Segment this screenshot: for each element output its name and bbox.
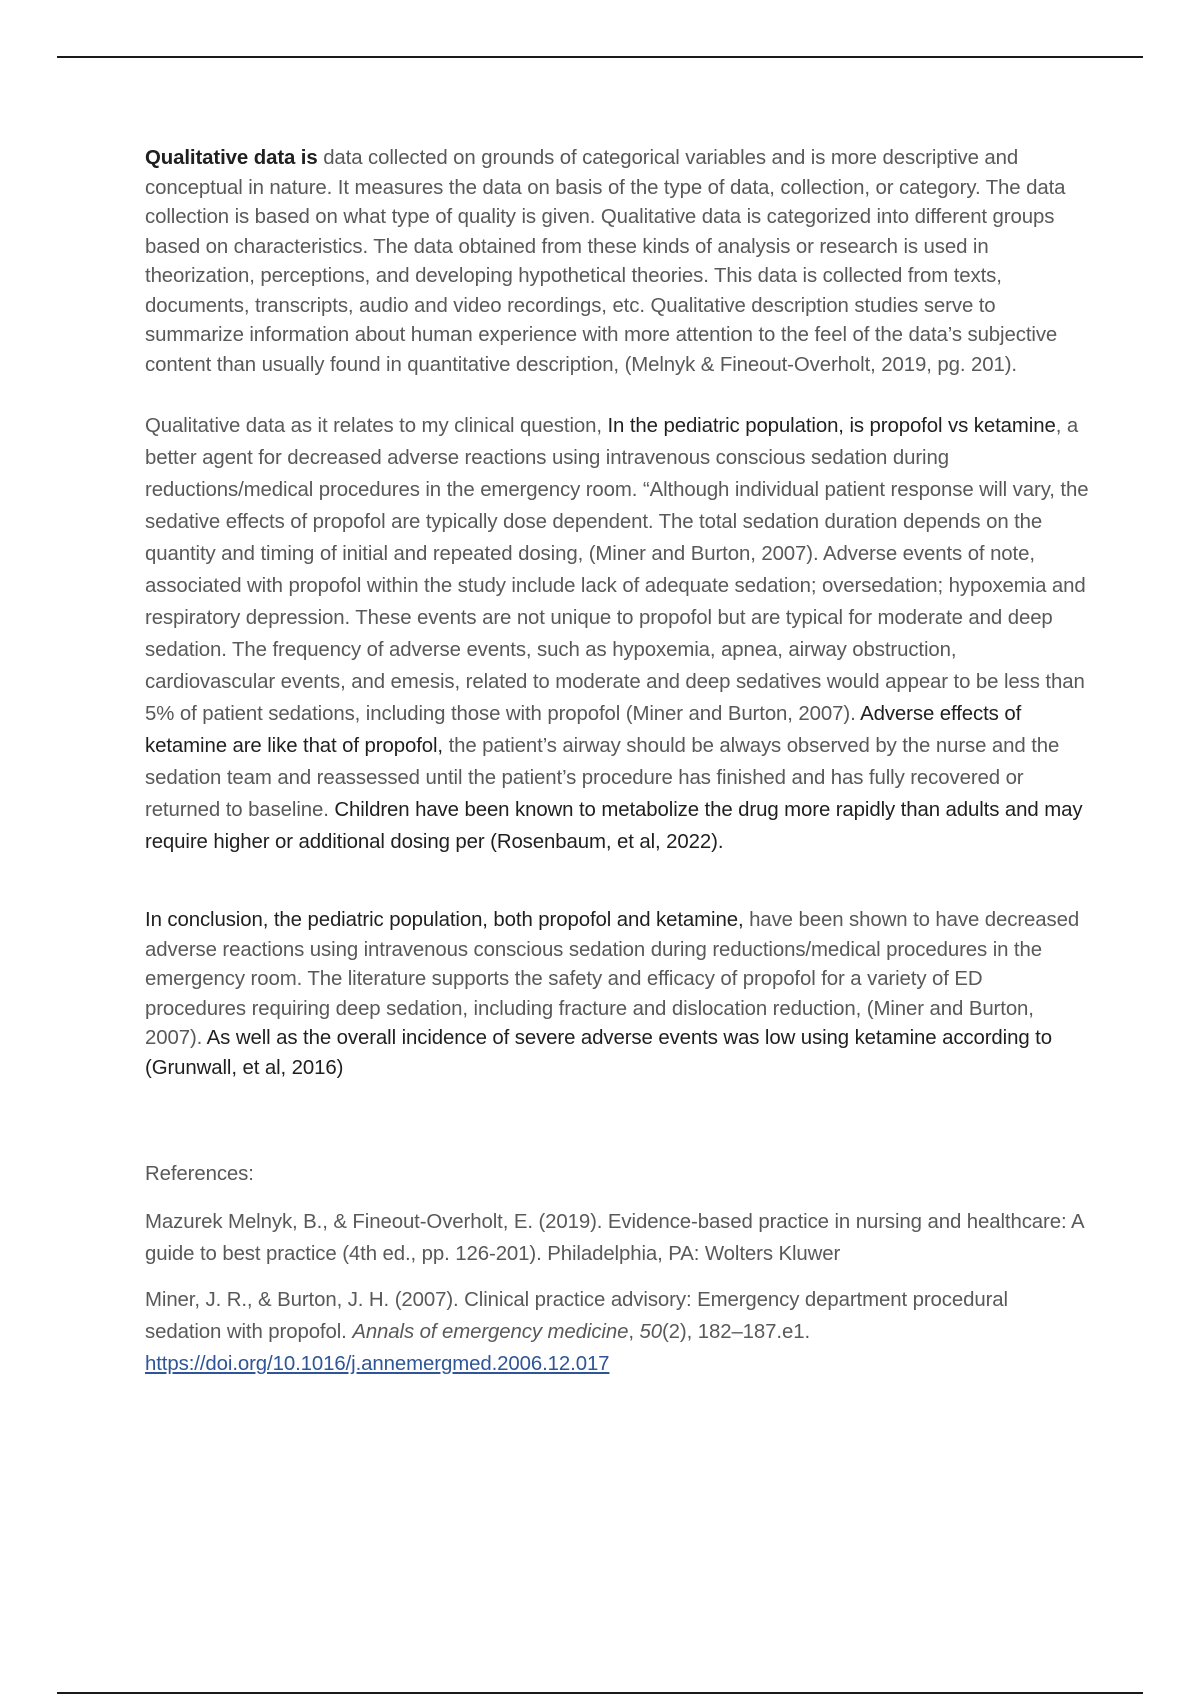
paragraph-clinical-question (145, 410, 1089, 858)
journal-pages: (2), 182–187.e1. (661, 1321, 811, 1343)
conclusion-lead: In conclusion, the pediatric population, both propofol and ketamine, (145, 909, 744, 931)
qualitative-data-term: Qualitative data is (145, 147, 318, 169)
paragraph2-body: , a better agent for decreased adverse reactions using intravenous conscious sedation during reductions/medical procedures in the emergency room. “Although individual patient response will vary, the sedative effects of propofol are typically dose dependent. The total sedation duration depends on the quantity and timing of initial and repeated dosing, (Miner and Burton, 2007). Adverse events of note, associated with propofol within the study include lack of adequate sedation; oversedation; hypoxemia and respiratory depression. These events are not unique to propofol but are typical for moderate and deep sedation. The frequency of adverse events, such as hypoxemia, apnea, airway obstruction, cardiovascular events, and emesis, related to moderate and deep sedatives would appear to be less than 5% of patient sedations, including those with propofol (Miner and Burton, 2007). (145, 415, 1089, 725)
conclusion-text: have been shown to have decreased adverse reactions using intravenous conscious sedation during reductions/medical procedures in the emergency room. The literature supports the safety and efficacy of propofol for a variety of ED procedures requiring deep sedation, including fracture and dislocation reduction, (Miner and Burton, 2007). (145, 909, 1080, 1049)
paragraph2-intro: Qualitative data as it relates to my clinical question, (145, 415, 608, 437)
journal-volume: 50 (639, 1321, 662, 1343)
footer-rule (57, 1692, 1143, 1694)
children-dosing-text: Children have been known to metabolize the drug more rapidly than adults and may require higher or additional dosing per (Rosenbaum, et al, 2022). (145, 799, 1083, 853)
doi-link[interactable]: https://doi.org/10.1016/j.annemergmed.2006.12.017 (145, 1353, 610, 1375)
paragraph-qualitative-data (145, 144, 1089, 380)
paragraph-conclusion (145, 906, 1089, 1083)
clinical-question-text: In the pediatric population, is propofol vs ketamine (607, 415, 1056, 437)
journal-title: Annals of emergency medicine (352, 1321, 629, 1343)
reference-miner-text: Miner, J. R., & Burton, J. H. (2007). Clinical practice advisory: Emergency department procedural sedation with propofol. (145, 1289, 1008, 1343)
reference-miner (145, 1284, 1089, 1380)
document-body (145, 144, 1089, 1380)
reference-melnyk: Mazurek Melnyk, B., & Fineout-Overholt, E. (2019). Evidence-based practice in nursing and healthcare: A guide to best practice (4th ed., pp. 126-201). Philadelphia, PA: Wolters Kluwer (145, 1211, 1084, 1265)
airway-text: the patient’s airway should be always observed by the nurse and the sedation team and reassessed until the patient’s procedure has finished and has fully recovered or returned to baseline. (145, 735, 1060, 821)
paragraph1-text: data collected on grounds of categorical variables and is more descriptive and conceptual in nature. It measures the data on basis of the type of data, collection, or category. The data collection is based on what type of quality is given. Qualitative data is categorized into different groups based on characteristics. The data obtained from these kinds of analysis or research is used in theorization, perceptions, and developing hypothetical theories. This data is collected from texts, documents, transcripts, audio and video recordings, etc. Qualitative description studies serve to summarize information about human experience with more attention to the feel of the data’s subjective content than usually found in quantitative description, (Melnyk & Fineout-Overholt, 2019, pg. 201). (145, 147, 1066, 376)
journal-separator: , (628, 1321, 640, 1343)
header-rule (57, 56, 1143, 58)
ketamine-effects-text: Adverse effects of ketamine are like that of propofol, (145, 703, 1022, 757)
references-heading: References: (145, 1163, 254, 1185)
conclusion-ending: As well as the overall incidence of severe adverse events was low using ketamine according to (Grunwall, et al, 2016) (145, 1027, 1052, 1079)
